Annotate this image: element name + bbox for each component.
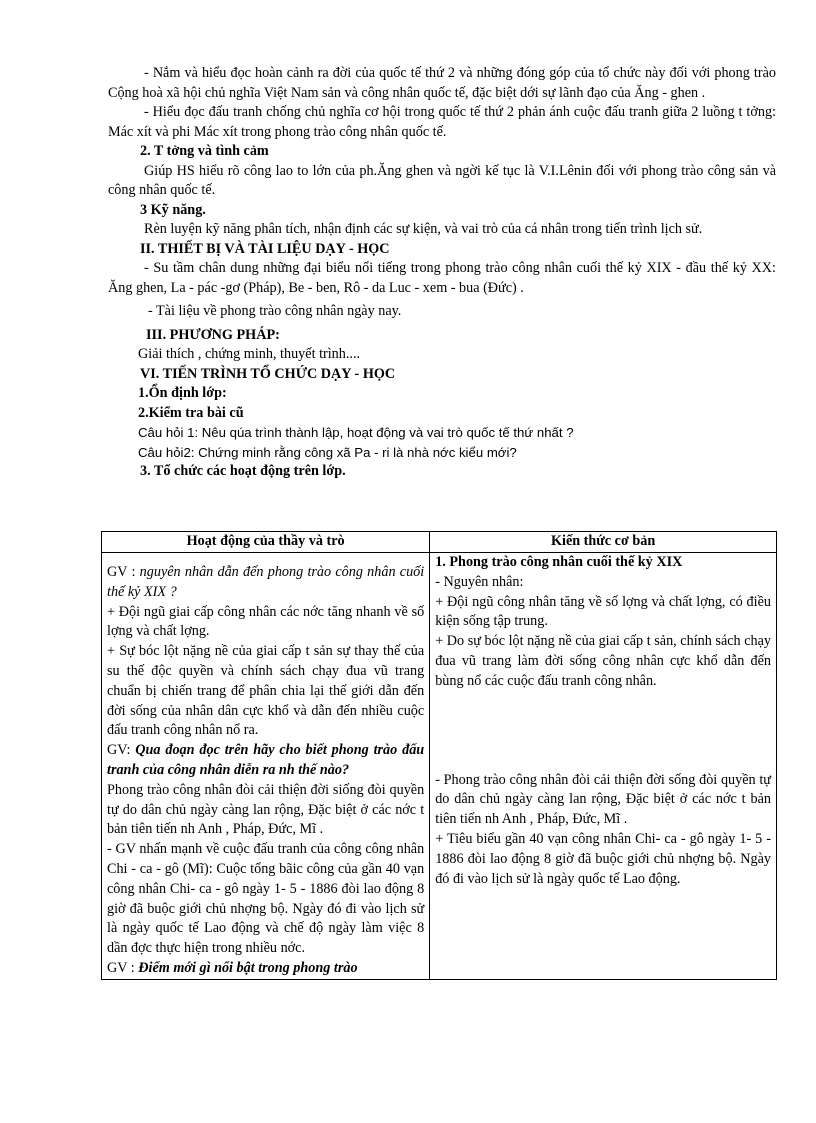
cause-2: + Do sự bóc lột nặng nề của giai cấp t sản, chính sách chạy đua vũ trang làm đời sống công nhân cực khổ dẫn đến bùng nổ các cuộc đấu tranh công nhân.	[435, 633, 771, 689]
answer-point-2: + Sự bóc lột nặng nề của giai cấp t sản sự thay thế của su thế độc quyền và chính sách chạy đua vũ trang chuẩn bị chiến trang để phân chia lại thế giới dẫn đến đời sống của nhân dân cực khổ và dẫn đến nhiều cuộc đấu tranh công nhân nổ ra.	[107, 643, 425, 739]
gv-question-1	[107, 563, 424, 603]
process-step-1: 1.Ổn định lớp:	[138, 385, 227, 401]
basic-knowledge-cell	[430, 553, 777, 980]
gv-question-3	[107, 959, 424, 979]
activities-table	[101, 531, 777, 980]
movement-2: + Tiêu biểu gần 40 vạn công nhân Chi- ca - gô ngày 1- 5 - 1886 đòi lao động 8 giờ đã buộc giới chủ nhợng bộ. Ngày đó đi vào lịch sử là ngày quốc tế Lao động.	[435, 830, 771, 887]
table-header-row	[102, 532, 777, 553]
lesson-text	[108, 64, 776, 482]
answer-point-4: - GV nhấn mạnh về cuộc đấu tranh của công công nhân Chi - ca - gô (Mĩ): Cuộc tổng bãic công của gần 40 vạn công nhân Chi- ca - gô ngày 1- 5 - 1886 đòi lao động 8 giờ đã buộc giới chủ nhợng bộ. Ngày đó đi vào lịch sử là ngày quốc tế Lao động và chế độ ngày làm việc 8 dần đợc thực hiện trong nhiều nớc.	[107, 841, 425, 957]
equipment-item-2: - Tài liệu về phong trào công nhân ngày nay.	[148, 303, 402, 319]
movement-1: - Phong trào công nhân đòi cải thiện đời sống đòi quyền tự do dân chủ ngày càng lan rộng, Đặc biệt ở các nớc t bản tiên tiến nh Anh , Pháp, Đức, Mĩ .	[435, 771, 771, 828]
gv-question-2-text: Qua đoạn đọc trên hãy cho biết phong trào đấu tranh của công nhân diễn ra nh thế nào?	[107, 742, 425, 778]
thought-text: Giúp HS hiểu rõ công lao to lớn của ph.Ăng ghen và ngời kế tục là V.I.Lênin đối với phong trào công sản và công nhân quốc tế.	[108, 162, 776, 198]
section-title: 1. Phong trào công nhân cuối thế kỷ XIX	[435, 554, 683, 570]
process-step-2: 2.Kiểm tra bài cũ	[138, 404, 244, 421]
thought-heading: 2. T tởng và tình cảm	[140, 143, 269, 159]
process-heading: VI. TIẾN TRÌNH TỔ CHỨC DẠY - HỌC	[140, 365, 396, 382]
answer-point-1: + Đội ngũ giai cấp công nhân các nớc tăng nhanh về số lợng và chất lợng.	[107, 603, 425, 640]
header-knowledge: Kiến thức cơ bản	[430, 532, 777, 553]
method-heading: III. PHƯƠNG PHÁP:	[146, 326, 280, 343]
header-activities: Hoạt động của thầy và trò	[102, 532, 430, 553]
cause-label: - Nguyên nhân:	[435, 573, 524, 590]
question-1: Câu hỏi 1: Nêu qúa trình thành lập, hoạt động và vai trò quốc tế thứ nhất ?	[138, 425, 574, 440]
objective-knowledge-1: - Nắm và hiểu đọc hoàn cảnh ra đời của quốc tế thứ 2 và những đóng góp của tổ chức này đối với phong trào Cộng hoà xã hội chủ nghĩa Việt Nam sản và công nhân quốc tế, đặc biệt dới sự lãnh đạo của Ăng - ghen .	[108, 65, 776, 101]
skills-text: Rèn luyện kỹ năng phân tích, nhận định các sự kiện, và vai trò của cá nhân trong tiến trình lịch sử.	[144, 221, 703, 237]
gv-question-2	[107, 741, 424, 781]
answer-point-3: Phong trào công nhân đòi cải thiện đời siống đòi quyền tự do dân chủ ngày càng lan rộng, Đặc biệt ở các nớc t bản tiên tiến nh Anh , Pháp, Đức, Mĩ .	[107, 781, 425, 838]
objective-knowledge-2: - Hiểu đọc đấu tranh chống chủ nghĩa cơ hội trong quốc tế thứ 2 phản ánh cuộc đấu tranh giữa 2 luồng t tởng: Mác xít và phi Mác xít trong phong trào công nhân quốc tế.	[108, 104, 776, 140]
process-step-3: 3. Tổ chức các hoạt động trên lớp.	[140, 463, 346, 479]
gv-question-1-text: nguyên nhân dẫn đến phong trào công nhân cuối thế kỷ XIX ?	[107, 564, 425, 600]
table-row	[102, 553, 777, 980]
gv-question-3-text: Điểm mới gì nổi bật trong phong trào	[138, 959, 358, 976]
gv-label: GV:	[107, 742, 136, 759]
cause-1: + Đội ngũ công nhân tăng về số lợng và chất lợng, có điều kiện sống tập trung.	[435, 593, 771, 630]
gv-label: GV :	[107, 564, 140, 580]
equipment-heading: II. THIẾT BỊ VÀ TÀI LIỆU DẠY - HỌC	[140, 240, 390, 257]
skills-heading: 3 Kỹ năng.	[140, 201, 206, 218]
gv-label: GV :	[107, 959, 139, 976]
teacher-student-activities-cell	[102, 553, 430, 980]
method-text: Giải thích , chứng minh, thuyết trình....	[138, 346, 361, 362]
equipment-item-1: - Su tầm chân dung những đại biểu nổi tiếng trong phong trào công nhân cuối thế kỷ XIX - đầu thế kỷ XX: Ăng ghen, La - pác -gơ (Pháp), Be - ben, Rô - da Luc - xem - bua (Đức) .	[108, 260, 776, 296]
question-2: Câu hỏi2: Chứng minh rằng công xã Pa - ri là nhà nớc kiểu mới?	[138, 444, 517, 460]
